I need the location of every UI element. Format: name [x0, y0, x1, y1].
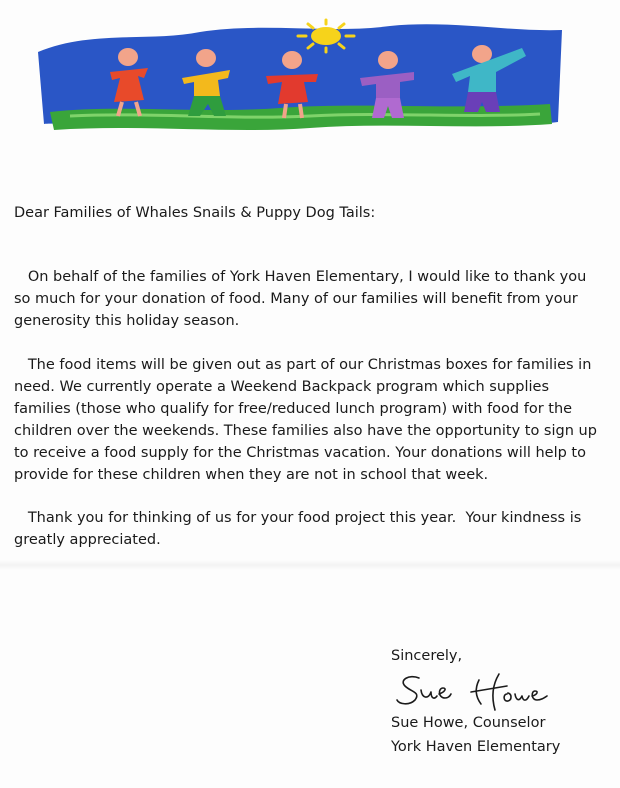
closing: Sincerely,	[391, 648, 463, 664]
scan-artifact	[0, 560, 620, 570]
salutation: Dear Families of Whales Snails & Puppy Dog Tails:	[14, 205, 376, 221]
signer-name: Sue Howe, Counselor	[391, 715, 546, 731]
paragraph-program	[14, 354, 597, 486]
paragraph-thanks	[14, 266, 586, 332]
paragraph-line: to receive a food supply for the Christmas vacation. Your donations will help to	[14, 445, 586, 461]
paragraph-line: so much for your donation of food. Many of our families will benefit from your	[14, 291, 578, 307]
paragraph-line: Thank you for thinking of us for your food project this year. Your kindness is	[14, 510, 582, 526]
paragraph-line: families (those who qualify for free/reduced lunch program) with food for the	[14, 401, 573, 417]
paragraph-line: greatly appreciated.	[14, 532, 161, 548]
paragraph-closing-thanks	[14, 507, 581, 551]
paragraph-line: need. We currently operate a Weekend Backpack program which supplies	[14, 379, 549, 395]
signer-school: York Haven Elementary	[391, 739, 561, 755]
paragraph-line: The food items will be given out as part of our Christmas boxes for families in	[14, 357, 592, 373]
paragraph-line: On behalf of the families of York Haven Elementary, I would like to thank you	[14, 269, 587, 285]
paragraph-line: provide for these children when they are not in school that week.	[14, 467, 489, 483]
header-illustration	[30, 12, 570, 142]
paragraph-line: children over the weekends. These families also have the opportunity to sign up	[14, 423, 597, 439]
paragraph-line: generosity this holiday season.	[14, 313, 240, 329]
handwritten-signature	[395, 670, 565, 712]
